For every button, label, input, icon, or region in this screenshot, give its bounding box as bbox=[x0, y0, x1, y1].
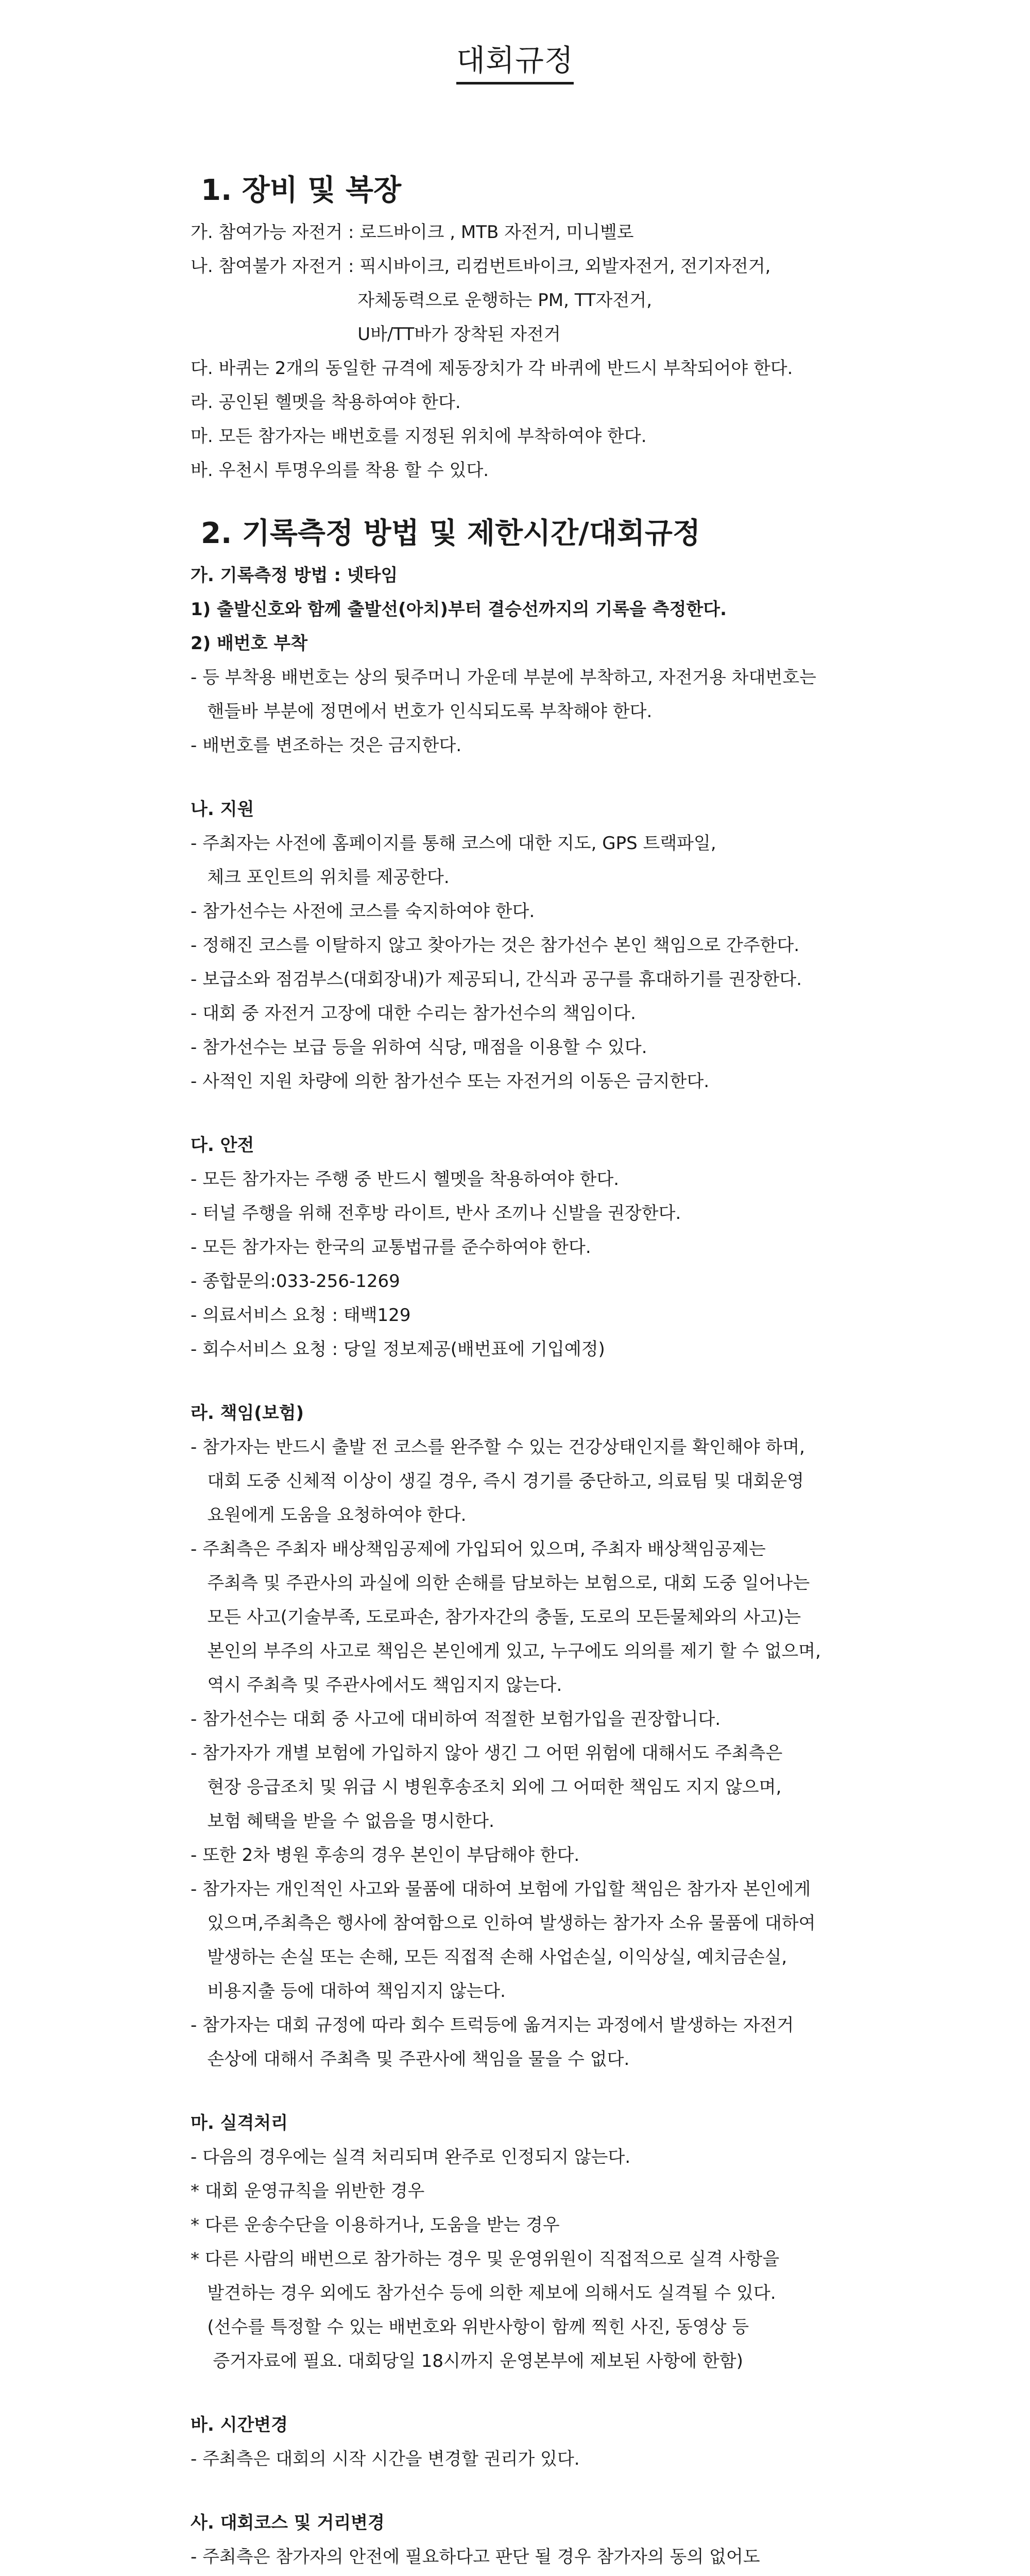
rule-line: 라. 공인된 헬멧을 착용하여야 한다. bbox=[191, 392, 461, 413]
rule-line: 역시 주최측 및 주관사에서도 책임지지 않는다. bbox=[191, 1675, 562, 1696]
rule-line: - 참가자는 대회 규정에 따라 회수 트럭등에 옮겨지는 과정에서 발생하는 자전거 bbox=[191, 2015, 794, 2036]
rule-line: 요원에게 도움을 요청하여야 한다. bbox=[191, 1505, 467, 1526]
rule-line: - 또한 2차 병원 후송의 경우 본인이 부담해야 한다. bbox=[191, 1845, 580, 1866]
page-title-text: 대회규정 bbox=[456, 43, 574, 84]
rule-line: - 배번호를 변조하는 것은 금지한다. bbox=[191, 735, 462, 756]
rule-line bbox=[191, 2574, 870, 2576]
rule-line: 손상에 대해서 주최측 및 주관사에 책임을 물을 수 없다. bbox=[191, 2049, 630, 2070]
rule-line: - 주최측은 대회의 시작 시간을 변경할 권리가 있다. bbox=[191, 2449, 580, 2469]
subsection-title: 나. 지원 bbox=[191, 799, 254, 820]
rule-line: - 모든 참가자는 한국의 교통법규를 준수하여야 한다. bbox=[191, 1237, 591, 1258]
rule-line: 1) 출발신호와 함께 출발선(아치)부터 결승선까지의 기록을 측정한다. bbox=[191, 599, 727, 620]
rules-content bbox=[191, 170, 870, 2576]
rule-line: 발생하는 손실 또는 손해, 모든 직접적 손해 사업손실, 이익상실, 예치금손실, bbox=[191, 1947, 787, 1968]
rule-line: 있으며,주최측은 행사에 참여함으로 인하여 발생하는 참가자 소유 물품에 대하여 bbox=[191, 1913, 816, 1934]
rule-line: * 대회 운영규칙을 위반한 경우 bbox=[191, 2181, 425, 2201]
subsection-title: 다. 안전 bbox=[191, 1135, 254, 1156]
rule-line: - 정해진 코스를 이탈하지 않고 찾아가는 것은 참가선수 본인 책임으로 간주한다. bbox=[191, 935, 800, 956]
subsection-title: 마. 실격처리 bbox=[191, 2113, 288, 2133]
subsection-na bbox=[191, 792, 870, 1098]
rule-line: - 참가자는 반드시 출발 전 코스를 완주할 수 있는 건강상태인지를 확인해야 하며, bbox=[191, 1437, 805, 1458]
rule-line: (선수를 특정할 수 있는 배번호와 위반사항이 함께 찍힌 사진, 동영상 등 bbox=[191, 2317, 749, 2337]
subsection-ga bbox=[191, 558, 870, 762]
rule-line: 주최측 및 주관사의 과실에 의한 손해를 담보하는 보험으로, 대회 도중 일어나는 bbox=[191, 1573, 810, 1594]
rule-line: - 참가자가 개별 보험에 가입하지 않아 생긴 그 어떤 위험에 대해서도 주최측은 bbox=[191, 1743, 783, 1764]
rule-line: - 참가선수는 보급 등을 위하여 식당, 매점을 이용할 수 있다. bbox=[191, 1037, 647, 1058]
section-heading-rules: 2. 기록측정 방법 및 제한시간/대회규정 bbox=[201, 517, 701, 550]
rule-line: - 대회 중 자전거 고장에 대한 수리는 참가선수의 책임이다. bbox=[191, 1003, 636, 1024]
subsection-da bbox=[191, 1128, 870, 1366]
section-rules bbox=[191, 558, 870, 2576]
rule-line: - 사적인 지원 차량에 의한 참가선수 또는 자전거의 이동은 금지한다. bbox=[191, 1071, 710, 1092]
rule-line: 자체동력으로 운행하는 PM, TT자전거, bbox=[191, 290, 653, 311]
rule-line: - 참가선수는 사전에 코스를 숙지하여야 한다. bbox=[191, 901, 535, 922]
rule-line: 가. 참여가능 자전거 : 로드바이크 , MTB 자전거, 미니벨로 bbox=[191, 222, 634, 243]
rule-line: 현장 응급조치 및 위급 시 병원후송조치 외에 그 어떠한 책임도 지지 않으며, bbox=[191, 1777, 782, 1798]
rule-line: 대회 도중 신체적 이상이 생길 경우, 즉시 경기를 중단하고, 의료팀 및 대회운영 bbox=[191, 1471, 804, 1492]
rule-line: U바/TT바가 장착된 자전거 bbox=[191, 324, 561, 345]
subsection-title: 바. 시간변경 bbox=[191, 2415, 288, 2435]
rule-line: 핸들바 부분에 정면에서 번호가 인식되도록 부착해야 한다. bbox=[191, 701, 653, 722]
rule-line: * 다른 운송수단을 이용하거나, 도움을 받는 경우 bbox=[191, 2215, 560, 2235]
rule-line: * 다른 사람의 배번으로 참가하는 경우 및 운영위원이 직접적으로 실격 사항을 bbox=[191, 2249, 780, 2269]
rule-line: 마. 모든 참가자는 배번호를 지정된 위치에 부착하여야 한다. bbox=[191, 426, 647, 447]
rule-line: - 의료서비스 요청 : 태백129 bbox=[191, 1305, 411, 1326]
section-equipment bbox=[191, 215, 870, 487]
rule-line: - 터널 주행을 위해 전후방 라이트, 반사 조끼나 신발을 권장한다. bbox=[191, 1203, 681, 1224]
rule-line: - 등 부착용 배번호는 상의 뒷주머니 가운데 부분에 부착하고, 자전거용 차대번호는 bbox=[191, 667, 817, 688]
subsection-ma bbox=[191, 2106, 870, 2378]
rule-line: - 참가선수는 대회 중 사고에 대비하여 적절한 보험가입을 권장합니다. bbox=[191, 1709, 721, 1730]
rule-line: 나. 참여불가 자전거 : 픽시바이크, 리컴번트바이크, 외발자전거, 전기자전거, bbox=[191, 256, 771, 277]
rule-line: - 종합문의:033-256-1269 bbox=[191, 1271, 400, 1292]
rule-line: - 모든 참가자는 주행 중 반드시 헬멧을 착용하여야 한다. bbox=[191, 1169, 620, 1190]
rule-line: 발견하는 경우 외에도 참가선수 등에 의한 제보에 의해서도 실격될 수 있다. bbox=[191, 2283, 776, 2303]
rule-line: - 회수서비스 요청 : 당일 정보제공(배번표에 기입예정) bbox=[191, 1339, 605, 1360]
rule-line: 본인의 부주의 사고로 책임은 본인에게 있고, 누구에도 의의를 제기 할 수 없으며, bbox=[191, 1641, 821, 1662]
rule-line: 비용지출 등에 대하여 책임지지 않는다. bbox=[191, 1981, 506, 2002]
rule-line: - 주최측은 주최자 배상책임공제에 가입되어 있으며, 주최자 배상책임공제는 bbox=[191, 1539, 766, 1560]
subsection-title: 사. 대회코스 및 거리변경 bbox=[191, 2513, 385, 2533]
rule-line: - 보급소와 점검부스(대회장내)가 제공되니, 간식과 공구를 휴대하기를 권장한다. bbox=[191, 969, 802, 990]
page-title bbox=[0, 36, 1030, 79]
rule-line: 바. 우천시 투명우의를 착용 할 수 있다. bbox=[191, 460, 489, 481]
rule-line: - 주최측은 참가자의 안전에 필요하다고 판단 될 경우 참가자의 동의 없어도 bbox=[191, 2547, 760, 2567]
rule-line: - 주최자는 사전에 홈페이지를 통해 코스에 대한 지도, GPS 트랙파일, bbox=[191, 833, 716, 854]
subsection-title: 가. 기록측정 방법 : 넷타임 bbox=[191, 565, 398, 586]
subsection-title: 라. 책임(보험) bbox=[191, 1403, 304, 1423]
rule-line: 증거자료에 필요. 대회당일 18시까지 운영본부에 제보된 사항에 한함) bbox=[191, 2351, 744, 2371]
rule-line: - 참가자는 개인적인 사고와 물품에 대하여 보험에 가입할 책임은 참가자 본인에게 bbox=[191, 1879, 811, 1900]
subsection-sa bbox=[191, 2506, 870, 2576]
section-heading-equipment: 1. 장비 및 복장 bbox=[201, 174, 402, 207]
rule-line: 보험 혜택을 받을 수 없음을 명시한다. bbox=[191, 1811, 494, 1832]
subsection-ra bbox=[191, 1396, 870, 2076]
rule-line: - 다음의 경우에는 실격 처리되며 완주로 인정되지 않는다. bbox=[191, 2147, 631, 2167]
rule-line: 모든 사고(기술부족, 도로파손, 참가자간의 충돌, 도로의 모든물체와의 사고)는 bbox=[191, 1607, 801, 1628]
rule-line: 다. 바퀴는 2개의 동일한 규격에 제동장치가 각 바퀴에 반드시 부착되어야 한다. bbox=[191, 358, 793, 379]
subsection-ba bbox=[191, 2408, 870, 2476]
rule-line: 2) 배번호 부착 bbox=[191, 633, 308, 654]
rule-line: 체크 포인트의 위치를 제공한다. bbox=[191, 867, 450, 888]
